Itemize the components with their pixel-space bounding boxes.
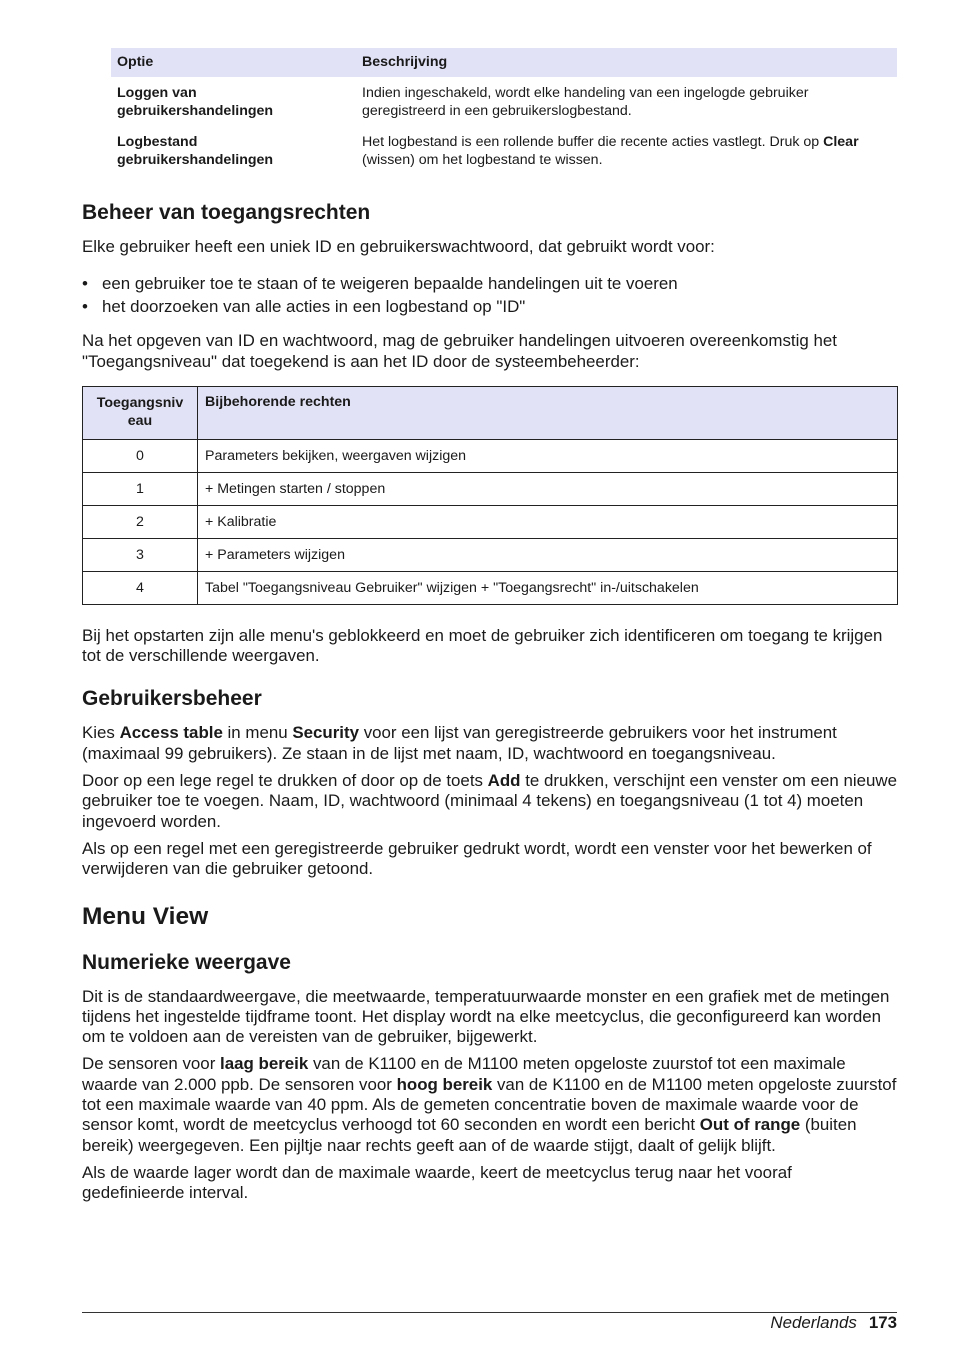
- bullet-icon: •: [82, 297, 88, 317]
- access-table-keyword: Access table: [119, 723, 223, 743]
- list-item: [82, 295, 897, 318]
- level-cell: 2: [83, 505, 198, 538]
- text-run: van de K1100 en de M1100 meten opgeloste zuurstof tot een maximale waarde van 2.000 ppb. De sensoren voor: [82, 1054, 846, 1094]
- text-run: Kies: [82, 723, 120, 743]
- access-intro: Elke gebruiker heeft een uniek ID en gebruikerswachtwoord, dat gebruikt wordt voor:: [82, 237, 715, 256]
- page-footer: [770, 1313, 897, 1333]
- rights-cell: + Metingen starten / stoppen: [198, 472, 898, 505]
- clear-keyword: Clear: [823, 134, 859, 150]
- chapter-heading-menu-view: Menu View: [82, 902, 209, 930]
- rights-cell: + Kalibratie: [198, 505, 898, 538]
- level-cell: 4: [83, 571, 198, 604]
- text-run: De sensoren voor: [82, 1054, 221, 1074]
- table-row: [83, 472, 898, 505]
- option-description: Indien ingeschakeld, wordt elke handeling van een ingelogde gebruiker geregistreerd in een gebruikerslogbestand.: [362, 85, 809, 119]
- table-row: [83, 538, 898, 571]
- table-row: [111, 77, 897, 126]
- table-row: [83, 505, 898, 538]
- add-keyword: Add: [487, 771, 521, 791]
- bullet-icon: •: [82, 274, 88, 294]
- header-line: eau: [127, 412, 153, 429]
- document-page: [82, 48, 897, 1204]
- access-bullet-list: [82, 272, 897, 318]
- option-name: Logbestand gebruikershandelingen: [117, 134, 274, 168]
- text-run: Het logbestand is een rollende buffer die recente acties vastlegt. Druk op: [362, 134, 824, 150]
- menu-paragraph-2: [82, 1054, 897, 1155]
- table-row: [83, 439, 898, 472]
- text-run: te drukken, verschijnt een venster om een nieuwe gebruiker toe te voegen. Naam, ID, wachtwoord (minimaal 4 tekens) en toegangsniveau (1 tot 4) moeten ingevoerd worden.: [82, 771, 897, 831]
- table-row: [111, 126, 897, 175]
- access-outro: Bij het opstarten zijn alle menu's geblokkeerd en moet de gebruiker zich identificeren om toegang te krijgen tot de verschillende weergaven.: [82, 625, 883, 666]
- text-run: (buiten bereik) weergegeven. Een pijltje naar rechts geeft aan of de waarde stijgt, daalt of gelijk blijft.: [82, 1115, 857, 1155]
- users-paragraph-3: Als op een regel met een geregistreerde gebruiker gedrukt wordt, wordt een venster voor het bewerken of verwijderen van die gebruiker getoond.: [82, 838, 872, 879]
- list-item-text: een gebruiker toe te staan of te weigeren bepaalde handelingen uit te voeren: [102, 274, 678, 294]
- text-run: Door op een lege regel te drukken of door op de toets: [82, 771, 488, 791]
- text-run: voor een lijst van geregistreerde gebruikers voor het instrument (maximaal 99 gebruikers). Ze staan in de lijst met naam, ID, wachtwoord en toegangsniveau.: [82, 723, 837, 763]
- option-description: [356, 126, 897, 175]
- rights-cell: Parameters bekijken, weergaven wijzigen: [198, 439, 898, 472]
- table-row: [83, 571, 898, 604]
- rights-cell: Tabel "Toegangsniveau Gebruiker" wijzigen + "Toegangsrecht" in-/uitschakelen: [198, 571, 898, 604]
- users-paragraph-2: [82, 771, 897, 832]
- page-number: 173: [868, 1313, 897, 1332]
- out-of-range-keyword: Out of range: [699, 1115, 801, 1135]
- table-header-row: [83, 386, 898, 439]
- low-range-keyword: laag bereik: [220, 1054, 309, 1074]
- text-run: in menu: [222, 723, 293, 743]
- menu-paragraph-1: Dit is de standaardweergave, die meetwaarde, temperatuurwaarde monster en een grafiek met de metingen tijdens het ingestelde tijdframe toont. Het display wordt na elke meetcyclus, die geconfigureerd kan worden om te voldoen aan de vereisten van de gebruiker, bijgewerkt.: [82, 986, 890, 1047]
- column-header-option: Optie: [111, 48, 356, 77]
- section-heading-access: Beheer van toegangsrechten: [82, 201, 371, 224]
- text-run: van de K1100 en de M1100 meten opgeloste zuurstof tot een maximale waarde van 40 ppm. Als de gemeten concentratie boven de maximale waarde voor de sensor komt, wordt de meetcyclus verhoogd tot 60 seconden en wordt een bericht: [82, 1074, 897, 1135]
- list-item: [82, 272, 897, 295]
- header-line: Toegangsniv: [96, 394, 184, 411]
- high-range-keyword: hoog bereik: [396, 1074, 493, 1094]
- level-cell: 3: [83, 538, 198, 571]
- rights-cell: + Parameters wijzigen: [198, 538, 898, 571]
- security-keyword: Security: [292, 723, 359, 743]
- footer-language: Nederlands: [770, 1313, 857, 1332]
- column-header-description: Beschrijving: [356, 48, 897, 77]
- text-run: (wissen) om het logbestand te wissen.: [362, 152, 603, 168]
- column-header-rights: Bijbehorende rechten: [198, 386, 898, 439]
- table-header-row: [111, 48, 897, 77]
- options-table: [111, 48, 897, 175]
- users-paragraph-1: [82, 723, 897, 764]
- access-level-table: [82, 386, 898, 605]
- access-paragraph: Na het opgeven van ID en wachtwoord, mag de gebruiker handelingen uitvoeren overeenkomstig het "Toegangsniveau" dat toegekend is aan het ID door de systeembeheerder:: [82, 331, 837, 371]
- option-name: Loggen van gebruikershandelingen: [117, 85, 274, 119]
- list-item-text: het doorzoeken van alle acties in een logbestand op "ID": [102, 297, 526, 317]
- section-heading-numeric-view: Numerieke weergave: [82, 950, 291, 974]
- level-cell: 0: [83, 439, 198, 472]
- menu-paragraph-3: Als de waarde lager wordt dan de maximale waarde, keert de meetcyclus terug naar het vooraf gedefinieerde interval.: [82, 1162, 792, 1203]
- column-header-level: [83, 386, 198, 439]
- section-heading-users: Gebruikersbeheer: [82, 687, 262, 711]
- level-cell: 1: [83, 472, 198, 505]
